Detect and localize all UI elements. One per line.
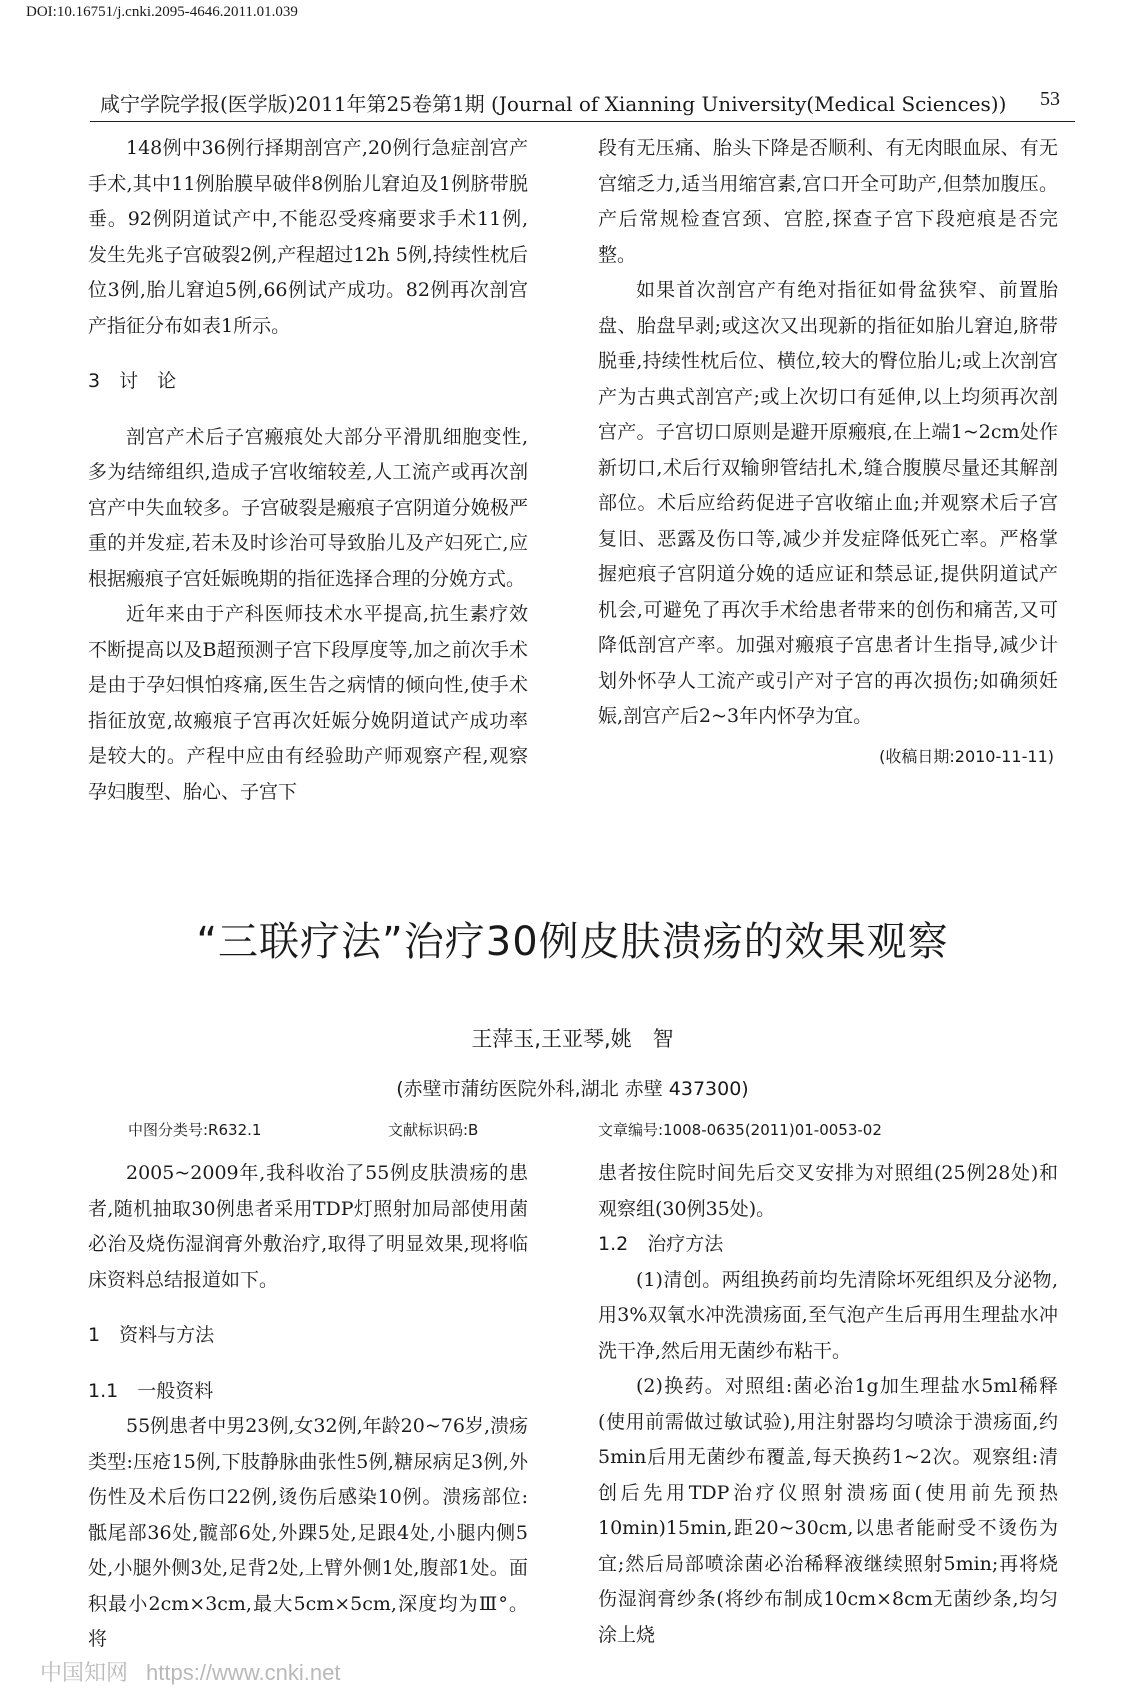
subsection-heading: 1.2 治疗方法	[598, 1233, 724, 1255]
cnki-url: https://www.cnki.net	[146, 1660, 341, 1685]
header-rule	[90, 121, 1075, 122]
running-header	[0, 84, 1145, 116]
article-left-column	[88, 1156, 528, 1658]
paragraph: (1)清创。两组换药前均先清除坏死组织及分泌物,用3%双氧水冲洗溃疡面,至气泡产生后再用生理盐水冲洗干净,然后用无菌纱布粘干。	[598, 1268, 1058, 1362]
prev-article-right-column	[598, 131, 1058, 774]
article-right-column	[598, 1156, 1058, 1653]
page-number: 53	[1040, 88, 1060, 110]
article-title: “三联疗法”治疗30例皮肤溃疡的效果观察	[196, 919, 949, 965]
section-heading: 1 资料与方法	[88, 1324, 215, 1346]
journal-name: 咸宁学院学报(医学版)2011年第25卷第1期 (Journal of Xianning University(Medical Sciences))	[100, 92, 1007, 116]
doi: DOI:10.16751/j.cnki.2095-4646.2011.01.039	[26, 4, 298, 20]
clc-number: 中图分类号:R632.1	[128, 1121, 262, 1139]
paragraph: 患者按住院时间先后交叉安排为对照组(25例28处)和观察组(30例35处)。	[598, 1162, 1058, 1220]
cnki-watermark	[40, 1656, 340, 1687]
paragraph: 剖宫产术后子宫瘢痕处大部分平滑肌细胞变性,多为结缔组织,造成子宫收缩较差,人工流产或再次剖宫产中失血较多。子宫破裂是瘢痕子宫阴道分娩极严重的并发症,若未及时诊治可导致胎儿及产妇死亡,应根据瘢痕子宫妊娠晚期的指征选择合理的分娩方式。	[88, 425, 528, 590]
article-number: 文章编号:1008-0635(2011)01-0053-02	[598, 1121, 882, 1139]
article-affiliation: (赤壁市蒲纺医院外科,湖北 赤壁 437300)	[396, 1078, 749, 1100]
prev-article-left-column	[88, 131, 528, 810]
paragraph: 2005~2009年,我科收治了55例皮肤溃疡的患者,随机抽取30例患者采用TDP灯照射加局部使用菌必治及烧伤湿润膏外敷治疗,取得了明显效果,现将临床资料总结报道如下。	[88, 1162, 528, 1291]
section-heading: 3 讨 论	[88, 370, 177, 392]
cnki-brand: 中国知网	[40, 1661, 129, 1686]
paragraph: 段有无压痛、胎头下降是否顺利、有无肉眼血尿、有无宫缩乏力,适当用缩宫素,宫口开全可助产,但禁加腹压。产后常规检查宫颈、宫腔,探查子宫下段疤痕是否完整。	[598, 137, 1058, 266]
paragraph: 近年来由于产科医师技术水平提高,抗生素疗效不断提高以及B超预测子宫下段厚度等,加之前次手术是由于孕妇惧怕疼痛,医生告之病情的倾向性,使手术指征放宽,故瘢痕子宫再次妊娠分娩阴道试产成功率是较大的。产程中应由有经验助产师观察产程,观察孕妇腹型、胎心、子宫下	[88, 603, 528, 803]
document-code: 文献标识码:B	[388, 1121, 479, 1139]
paragraph: 148例中36例行择期剖宫产,20例行急症剖宫产手术,其中11例胎膜早破伴8例胎儿窘迫及1例脐带脱垂。92例阴道试产中,不能忍受疼痛要求手术11例,发生先兆子宫破裂2例,产程超过12h 5例,持续性枕后位3例,胎儿窘迫5例,66例试产成功。82例再次剖宫产指征分布如表1所示。	[88, 137, 528, 337]
paragraph: 55例患者中男23例,女32例,年龄20~76岁,溃疡类型:压疮15例,下肢静脉曲张性5例,糖尿病足3例,外伤性及术后伤口22例,烫伤后感染10例。溃疡部位:骶尾部36处,髋部6处,外踝5处,足跟4处,小腿内侧5处,小腿外侧3处,足背2处,上臂外侧1处,腹部1处。面积最小2cm×3cm,最大5cm×5cm,深度均为Ⅲ°。将	[88, 1415, 528, 1650]
article-authors: 王萍玉,王亚琴,姚 智	[471, 1027, 674, 1051]
paragraph: 如果首次剖宫产有绝对指征如骨盆狭窄、前置胎盘、胎盘早剥;或这次又出现新的指征如胎儿窘迫,脐带脱垂,持续性枕后位、横位,较大的臀位胎儿;或上次剖宫产为古典式剖宫产;或上次切口有延伸,以上均须再次剖宫产。子宫切口原则是避开原瘢痕,在上端1~2cm处作新切口,术后行双输卵管结扎术,缝合腹膜尽量还其解剖部位。术后应给药促进子宫收缩止血;并观察术后子宫复旧、恶露及伤口等,减少并发症降低死亡率。严格掌握疤痕子宫阴道分娩的适应证和禁忌证,提供阴道试产机会,可避免了再次手术给患者带来的创伤和痛苦,又可降低剖宫产率。加强对瘢痕子宫患者计生指导,减少计划外怀孕人工流产或引产对子宫的再次损伤;如确须妊娠,剖宫产后2~3年内怀孕为宜。	[598, 279, 1058, 727]
received-date: (收稿日期:2010-11-11)	[879, 746, 1054, 766]
subsection-heading: 1.1 一般资料	[88, 1379, 214, 1402]
paragraph: (2)换药。对照组:菌必治1g加生理盐水5ml稀释(使用前需做过敏试验),用注射器均匀喷涂于溃疡面,约5min后用无菌纱布覆盖,每天换药1~2次。观察组:清创后先用TDP治疗仪照射溃疡面(使用前先预热10min)15min,距20~30cm,以患者能耐受不烫伤为宜;然后局部喷涂菌必治稀释液继续照射5min;再将烧伤湿润膏纱条(将纱布制成10cm×8cm无菌纱条,均匀涂上烧	[598, 1375, 1058, 1646]
